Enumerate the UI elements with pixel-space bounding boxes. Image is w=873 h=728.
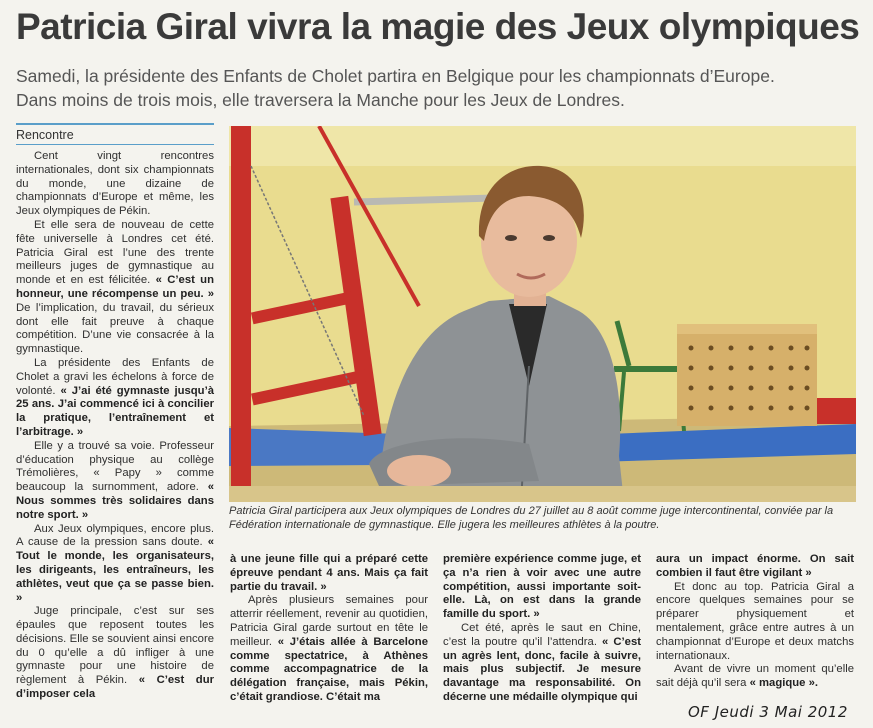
paragraph: première expérience comme juge, et ça n’a rien à voir avec une autre compétition, aussi importante soit-elle. Là, on est dans la grande famille du sport. » (443, 553, 641, 621)
paragraph: Et elle sera de nouveau de cette fête universelle à Londres cet été. Patricia Giral est l’une des trente meilleurs juges de gymnastique au monde et en est félicitée. « C’est un honneur, une récompense un peu. » De l’implication, du travail, du sérieux dont elle fait preuve à chaque compétition. D’une vie consacrée à la gymnastique. (16, 218, 214, 356)
paragraph: Avant de vivre un moment qu’elle sait déjà qu’il sera « magique ». (656, 663, 854, 690)
paragraph: Après plusieurs semaines pour atterrir réellement, revenir au quotidien, Patricia Giral garde surtout en tête le meilleur. « J’étais allée à Barcelone comme spectatrice, à Athènes comme accompagnatrice de la délégation française, mais Pékin, c’était grandiose. C’était ma (230, 594, 428, 703)
article-column-4 (656, 553, 854, 691)
paragraph: Cent vingt rencontres internationales, dont six championnats du monde, une dizaine de championnats d’Europe et même, les Jeux olympiques de Pékin. (16, 150, 214, 218)
standfirst (16, 64, 866, 112)
headline: Patricia Giral vivra la magie des Jeux olympiques (16, 6, 860, 47)
photo-caption: Patricia Giral participera aux Jeux olympiques de Londres du 27 juillet au 8 août comme juge intercontinental, conviée par la Fédération internationale de gymnastique. Elle jugera les meilleures athlètes à la poutre. (229, 505, 834, 531)
paragraph: aura un impact énorme. On sait combien il faut être vigilant » (656, 553, 854, 579)
paragraph: La présidente des Enfants de Cholet a gravi les échelons à force de volonté. « J’ai été gymnaste jusqu’à 25 ans. J’ai commencé ici à concilier la pratique, l’entraînement et l’arbitrage. » (16, 356, 214, 438)
article-column-1 (16, 150, 214, 702)
standfirst-line-2: Dans moins de trois mois, elle traversera la Manche pour les Jeux de Londres. (16, 90, 625, 110)
paragraph: Et donc au top. Patricia Giral a encore quelques semaines pour se préparer physiquement et mentalement, grâce entre autres à un championnat d’Europe et deux matchs internationaux. (656, 580, 854, 662)
paragraph: Juge principale, c’est sur ses épaules que reposent toutes les décisions. Elle se souvient ainsi encore du 0 qu’elle a dû infliger à une gymnaste pour une histoire de règlement à Pékin. « C’est dur d’imposer cela (16, 605, 214, 701)
paragraph: à une jeune fille qui a préparé cette épreuve pendant 4 ans. Mais ça fait partie du travail. » (230, 553, 428, 593)
rubric-label: Rencontre (16, 123, 214, 145)
paragraph: Cet été, après le saut en Chine, c’est la poutre qu’il l’attendra. « C’est un agrès lent, donc, facile à suivre, mais plus subjectif. Je mesure davantage ma responsabilité. On décerne une médaille olympique qui (443, 621, 642, 703)
gym-scene-illustration (229, 126, 856, 502)
article-column-2 (230, 553, 428, 705)
handwritten-date-note: OF Jeudi 3 Mai 2012 (688, 703, 848, 721)
paragraph: Aux Jeux olympiques, encore plus. A cause de la pression sans doute. « Tout le monde, les organisateurs, les dirigeants, les entraîneurs, les athlètes, veut que ça se passe bien. » (16, 522, 214, 604)
article-column-3 (443, 553, 641, 705)
paragraph: Elle y a trouvé sa voie. Professeur d’éducation physique au collège Trémolières, « Papy » comme beaucoup la surnomment, adore. « Nous sommes très solidaires dans notre sport. » (16, 439, 215, 521)
photo-patricia-giral (229, 126, 856, 502)
standfirst-line-1: Samedi, la présidente des Enfants de Cholet partira en Belgique pour les championnats d’Europe. (16, 66, 775, 86)
